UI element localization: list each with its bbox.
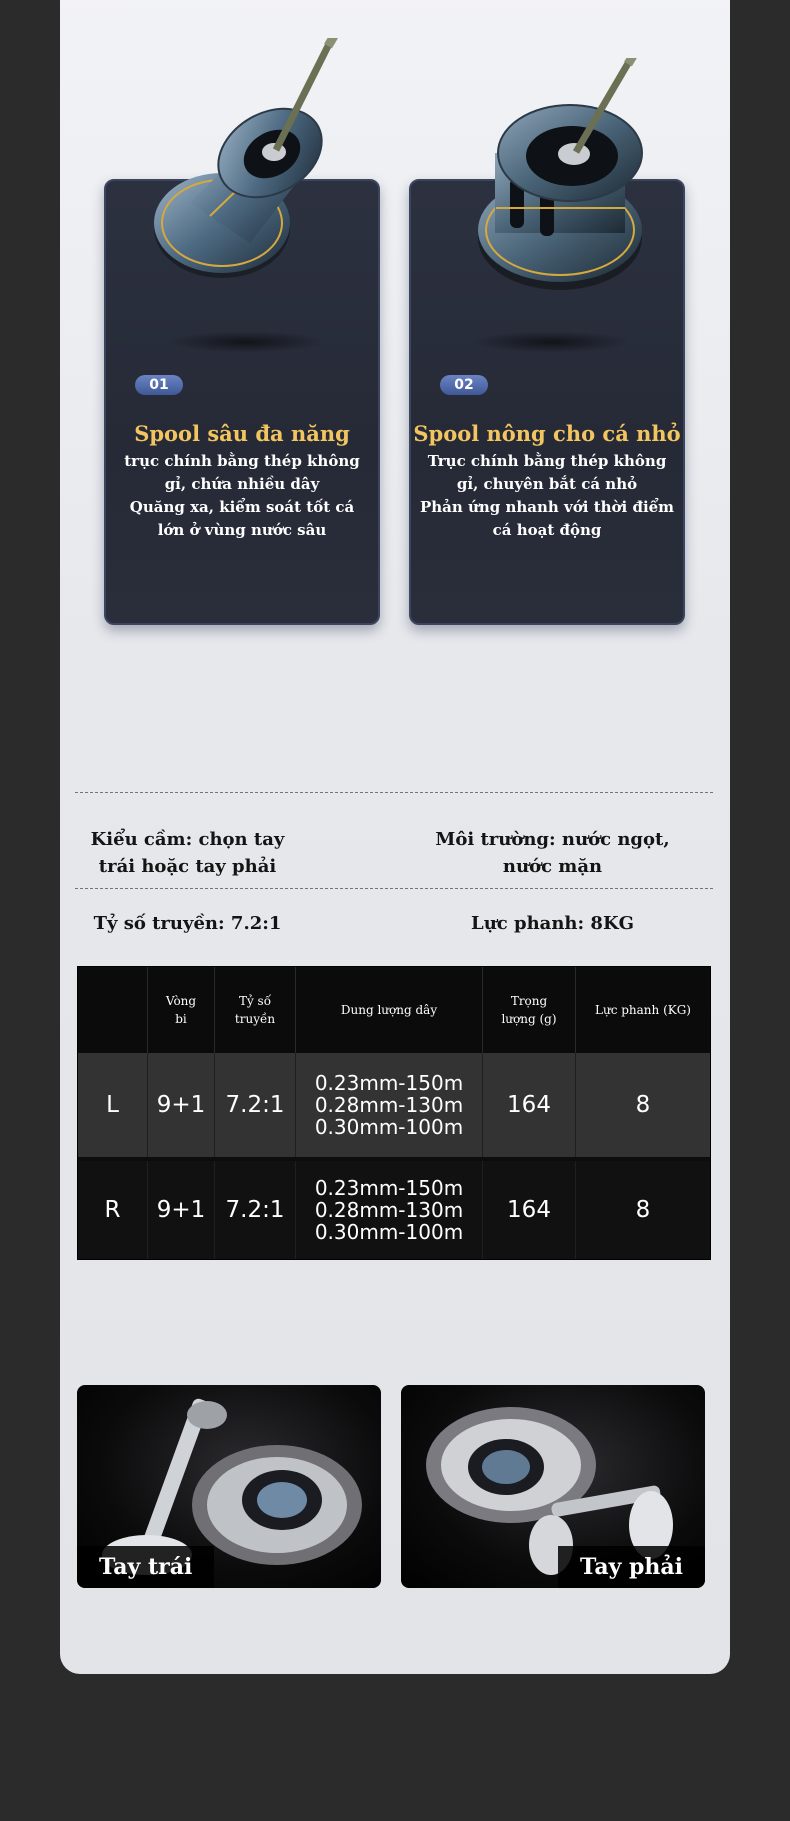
grip-info-line: trái hoặc tay phải bbox=[98, 856, 277, 877]
bearings-cell: 9+1 bbox=[148, 1053, 215, 1157]
card-desc-line: gỉ, chuyên bắt cá nhỏ bbox=[456, 475, 638, 493]
grip-info bbox=[80, 826, 295, 880]
shallow-spool-image bbox=[460, 58, 670, 318]
drag-cell: 8 bbox=[576, 1161, 710, 1259]
table-header-cell bbox=[78, 967, 148, 1053]
divider bbox=[75, 792, 713, 793]
line-capacity: 0.23mm-150m bbox=[314, 1176, 464, 1200]
table-header-cell: Lực phanh (KG) bbox=[576, 967, 710, 1053]
card-title: Spool nông cho cá nhỏ bbox=[413, 421, 681, 446]
spec-table bbox=[77, 966, 711, 1260]
line-capacity-cell bbox=[296, 1053, 483, 1157]
spool-shadow bbox=[471, 331, 631, 353]
table-header-cell bbox=[148, 967, 215, 1053]
card-desc-line: lớn ở vùng nước sâu bbox=[157, 521, 327, 539]
ratio-cell: 7.2:1 bbox=[215, 1161, 296, 1259]
photo-label: Tay trái bbox=[77, 1546, 214, 1588]
table-header-cell bbox=[483, 967, 576, 1053]
weight-cell: 164 bbox=[483, 1161, 576, 1259]
environment-info bbox=[420, 826, 685, 880]
bearings-cell: 9+1 bbox=[148, 1161, 215, 1259]
card-desc-line: Trục chính bằng thép không bbox=[427, 452, 667, 470]
card-badge: 01 bbox=[135, 375, 183, 395]
spool-shadow bbox=[166, 331, 326, 353]
right-hand-photo bbox=[401, 1385, 705, 1588]
line-capacity: 0.30mm-100m bbox=[314, 1115, 464, 1139]
card-desc-line: cá hoạt động bbox=[492, 521, 602, 539]
line-capacity: 0.28mm-130m bbox=[314, 1198, 464, 1222]
environment-info-line: Môi trường: nước ngọt, bbox=[435, 829, 670, 850]
card-desc-line: gỉ, chứa nhiều dây bbox=[164, 475, 320, 493]
hand-cell: R bbox=[78, 1161, 148, 1259]
gear-ratio-info: Tỷ số truyền: 7.2:1 bbox=[93, 913, 282, 934]
header-label: Vòng bi bbox=[165, 994, 197, 1026]
header-label: Trọng lượng (g) bbox=[501, 994, 557, 1026]
ratio-cell: 7.2:1 bbox=[215, 1053, 296, 1157]
header-label: Tỷ số truyền bbox=[234, 994, 276, 1026]
table-header-cell: Dung lượng dây bbox=[296, 967, 483, 1053]
weight-cell: 164 bbox=[483, 1053, 576, 1157]
card-desc-line: Quăng xa, kiểm soát tốt cá bbox=[129, 498, 355, 516]
deep-spool-image bbox=[150, 38, 360, 308]
grip-info-line: Kiểu cầm: chọn tay bbox=[90, 829, 285, 850]
card-desc-line: Phản ứng nhanh với thời điểm bbox=[419, 498, 675, 516]
drag-info: Lực phanh: 8KG bbox=[471, 913, 634, 934]
card-title: Spool sâu đa năng bbox=[134, 421, 350, 446]
left-hand-photo bbox=[77, 1385, 381, 1588]
line-capacity-cell bbox=[296, 1161, 483, 1259]
line-capacity: 0.23mm-150m bbox=[314, 1071, 464, 1095]
card-desc-line: trục chính bằng thép không bbox=[124, 452, 360, 470]
drag-cell: 8 bbox=[576, 1053, 710, 1157]
card-badge: 02 bbox=[440, 375, 488, 395]
environment-info-line: nước mặn bbox=[502, 856, 603, 877]
table-header-cell bbox=[215, 967, 296, 1053]
line-capacity: 0.30mm-100m bbox=[314, 1220, 464, 1244]
hand-cell: L bbox=[78, 1053, 148, 1157]
photo-label: Tay phải bbox=[558, 1546, 705, 1588]
divider bbox=[75, 888, 713, 889]
line-capacity: 0.28mm-130m bbox=[314, 1093, 464, 1117]
